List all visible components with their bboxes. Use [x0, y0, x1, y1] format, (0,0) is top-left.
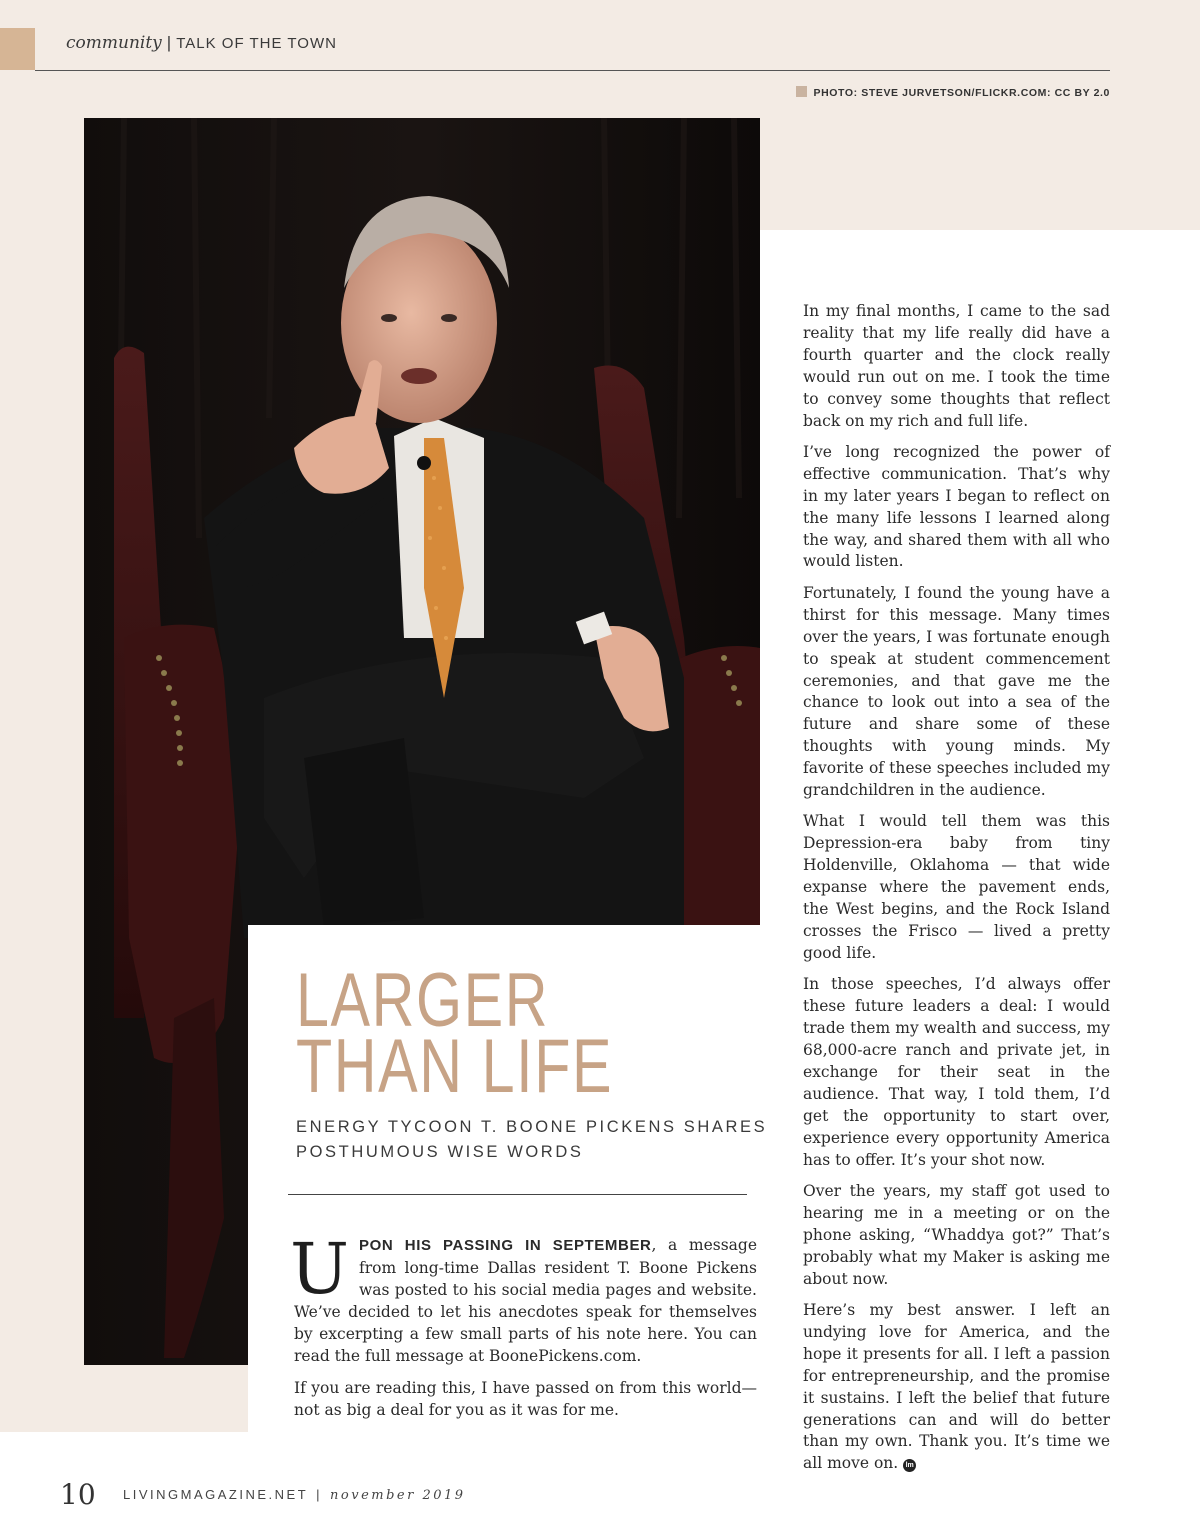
credit-square-icon — [796, 86, 807, 97]
header-rule — [35, 70, 1110, 71]
photo-credit — [796, 86, 1110, 99]
lead-in: PON HIS PASSING IN SEPTEMBER — [359, 1237, 652, 1254]
section-tab-marker — [0, 28, 35, 70]
footer-separator: | — [316, 1487, 323, 1502]
intro-paragraph-1-text: , a message from long-time Dallas resident T. Boone Pickens was posted to his social media pages and website. We’ve decided to let his anecdotes speak for themselves by excerpting a few small parts of his note here. You can read the full message at BoonePickens.com. — [294, 1236, 757, 1365]
headline-line-1: LARGER — [296, 958, 550, 1043]
footer — [123, 1487, 466, 1503]
photo-credit-text: PHOTO: STEVE JURVETSON/FLICKR.COM: CC BY 2.0 — [813, 87, 1110, 99]
headline-line-2: THAN LIFE — [296, 1024, 614, 1109]
footer-date: november 2019 — [330, 1488, 466, 1503]
body-column — [803, 301, 1110, 1485]
body-paragraph-7 — [803, 1300, 1110, 1475]
body-paragraph-7-text: Here’s my best answer. I left an undying love for America, and the hope it presents for all. I left a passion for entrepreneurship, and the promise it sustains. I left the belief that future generations can and will do better than my own. Thank you. It’s time we all move on. — [803, 1300, 1110, 1473]
deck-line-1: ENERGY TYCOON T. BOONE PICKENS SHARES — [296, 1118, 768, 1136]
end-mark-icon: lm — [903, 1459, 916, 1472]
body-paragraph-3: Fortunately, I found the young have a thirst for this message. Many times over the years, I was fortunate enough to speak at student commencement ceremonies, and that gave me the chance to look out into a sea of the future and share some of these thoughts with young minds. My favorite of these speeches included my grandchildren in the audience. — [803, 583, 1110, 800]
body-paragraph-5: In those speeches, I’d always offer these future leaders a deal: I would trade them my wealth and success, my 68,000-acre ranch and private jet, in exchange for their seat in the audience. That way, I told them, I’d get the opportunity to start over, experience every opportunity America has to offer. It’s your shot now. — [803, 975, 1110, 1169]
intro-text — [290, 1228, 757, 1431]
section-title: TALK OF THE TOWN — [176, 35, 337, 52]
body-paragraph-6: Over the years, my staff got used to hearing me in a meeting or on the phone asking, “Whaddya got?” That’s probably what my Maker is asking me about now. — [803, 1181, 1110, 1288]
intro-paragraph-2: If you are reading this, I have passed on from this world—not as big a deal for you as it was for me. — [294, 1379, 757, 1419]
drop-cap: U — [290, 1228, 349, 1310]
section-header — [66, 33, 337, 53]
section-separator: | — [166, 33, 172, 52]
deck-rule — [288, 1194, 747, 1195]
page-number: 10 — [60, 1478, 96, 1511]
body-paragraph-2: I’ve long recognized the power of effective communication. That’s why in my later years I began to reflect on the many life lessons I learned along the way, and shared them with all who would listen. — [803, 442, 1110, 571]
intro-paragraph-1 — [290, 1228, 757, 1367]
deck-line-2: POSTHUMOUS WISE WORDS — [296, 1143, 584, 1161]
body-paragraph-1: In my final months, I came to the sad reality that my life really did have a fourth quarter and the clock really would run out on me. I took the time to convey some thoughts that reflect back on my rich and full life. — [803, 302, 1110, 430]
body-paragraph-4: What I would tell them was this Depression-era baby from tiny Holdenville, Oklahoma — that wide expanse where the pavement ends, the West begins, and the Rock Island crosses the Frisco — lived a pretty good life. — [803, 812, 1110, 962]
footer-site: LIVINGMAGAZINE.NET — [123, 1487, 309, 1502]
headline — [296, 958, 614, 1109]
section-category: community — [66, 33, 162, 53]
deck — [296, 1115, 767, 1165]
